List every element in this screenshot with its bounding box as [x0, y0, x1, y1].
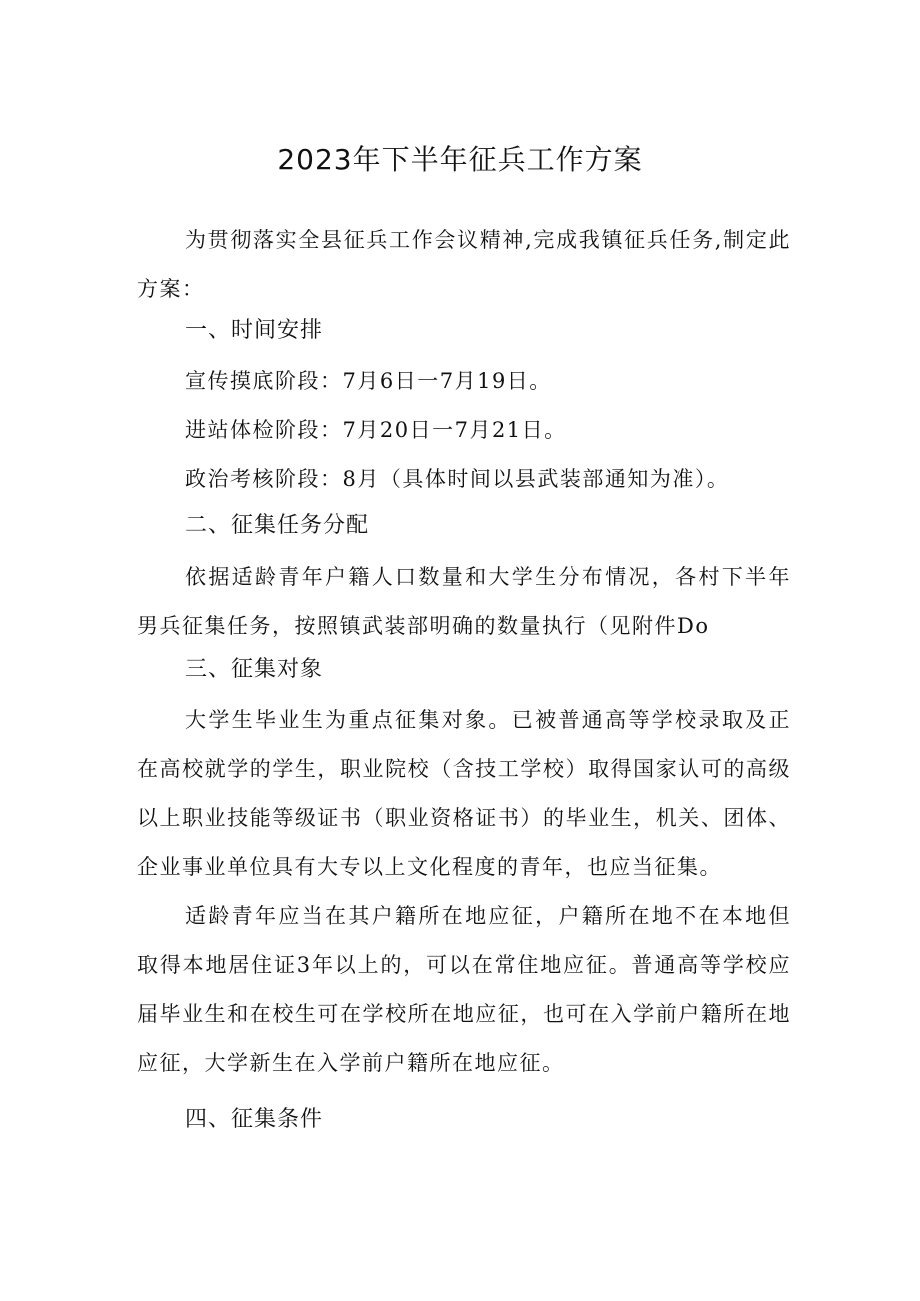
section-heading-schedule: 一、时间安排	[185, 318, 324, 343]
section-heading-targets: 三、征集对象	[185, 657, 324, 682]
schedule-item-political-review: 政治考核阶段：8月（具体时间以县武装部通知为准）。	[185, 467, 730, 491]
schedule-item-publicity: 宣传摸底阶段：7月6日一7月19日。	[185, 369, 552, 393]
quota-paragraph: 依据适龄青年户籍人口数量和大学生分布情况，各村下半年男兵征集任务，按照镇武装部明确的数量执行（见附件Do	[137, 565, 791, 638]
targets-paragraph-2: 适龄青年应当在其户籍所在地应征，户籍所在地不在本地但取得本地居住证3年以上的，可以在常住地应征。普通高等学校应届毕业生和在校生可在学校所在地应征，也可在入学前户籍所在地应征，大学新生在入学前户籍所在地应征。	[137, 904, 791, 1075]
targets-paragraph-1: 大学生毕业生为重点征集对象。已被普通高等学校录取及正在高校就学的学生，职业院校（含技工学校）取得国家认可的高级以上职业技能等级证书（职业资格证书）的毕业生，机关、团体、企业事业单位具有大专以上文化程度的青年，也应当征集。	[137, 708, 791, 879]
document-title: 2023年下半年征兵工作方案	[277, 143, 643, 176]
section-heading-conditions: 四、征集条件	[185, 1107, 324, 1132]
schedule-item-physical-exam: 进站体检阶段：7月20日一7月21日。	[185, 418, 567, 442]
intro-paragraph: 为贯彻落实全县征兵工作会议精神,完成我镇征兵任务,制定此方案：	[137, 228, 791, 301]
section-heading-quota: 二、征集任务分配	[185, 513, 370, 538]
